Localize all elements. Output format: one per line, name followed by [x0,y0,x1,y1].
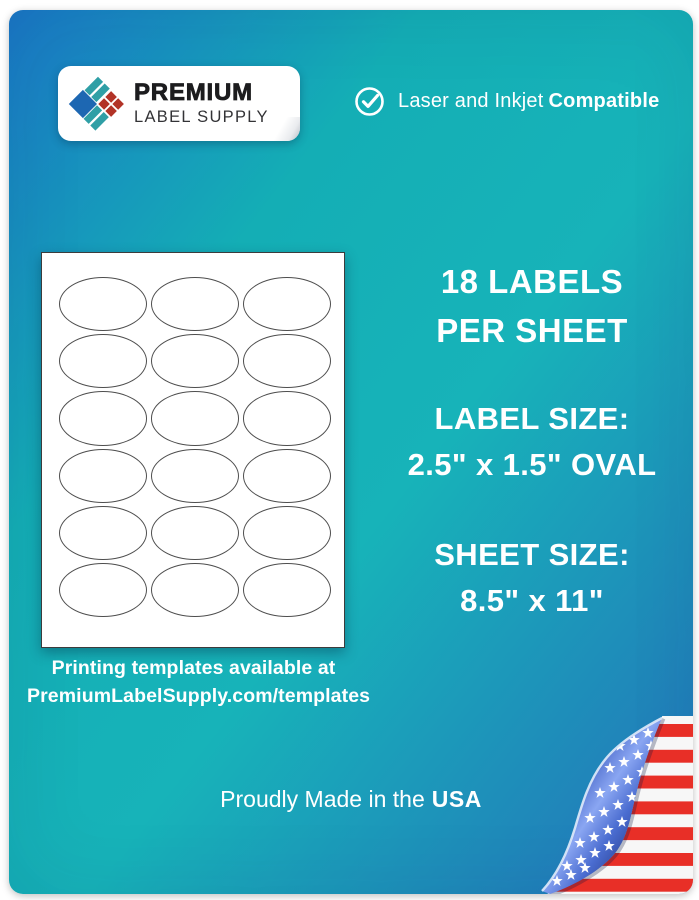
brand-logo-badge [58,66,300,141]
oval-label-outline [243,563,331,617]
oval-label-outline [59,334,147,388]
oval-label-outline [151,334,239,388]
labels-per-sheet-line1: 18 LABELS [440,263,624,300]
sheet-size-heading: SHEET SIZE: [434,537,630,572]
brand-diamond-icon [68,75,126,133]
oval-label-outline [59,449,147,503]
oval-label-outline [243,391,331,445]
sheet-size-value: 8.5" x 11" [460,583,604,618]
spec-column [371,257,693,624]
oval-label-outline [243,506,331,560]
compatibility-text [398,90,659,113]
oval-label-outline [151,449,239,503]
oval-label-outline [151,277,239,331]
brand-name-line2: LABEL SUPPLY [134,108,269,127]
labels-per-sheet-line2: PER SHEET [436,312,628,349]
made-in-regular: Proudly Made in the [220,786,425,812]
oval-label-outline [151,391,239,445]
product-image-card [9,10,693,894]
oval-label-outline [59,277,147,331]
check-circle-icon [354,86,385,117]
brand-name [134,81,269,126]
oval-label-outline [243,449,331,503]
templates-note-line1: Printing templates available at [51,657,336,679]
oval-label-outline [151,563,239,617]
label-sheet-preview [41,252,345,648]
compatibility-text-bold: Compatible [548,90,660,112]
made-in-bold: USA [431,786,482,812]
label-size-value: 2.5" x 1.5" OVAL [407,447,657,482]
label-size-heading: LABEL SIZE: [434,401,630,436]
oval-label-outline [59,506,147,560]
brand-name-line1: PREMIUM [134,79,253,107]
templates-url: PremiumLabelSupply.com/templates [27,685,371,707]
oval-label-outline [59,391,147,445]
oval-label-outline [151,506,239,560]
compatibility-text-regular: Laser and Inkjet [398,90,544,112]
oval-label-outline [59,563,147,617]
usa-flag-page-curl [517,716,693,894]
oval-label-outline [243,334,331,388]
compatibility-banner [354,86,659,117]
templates-note [27,654,371,710]
oval-label-outline [243,277,331,331]
